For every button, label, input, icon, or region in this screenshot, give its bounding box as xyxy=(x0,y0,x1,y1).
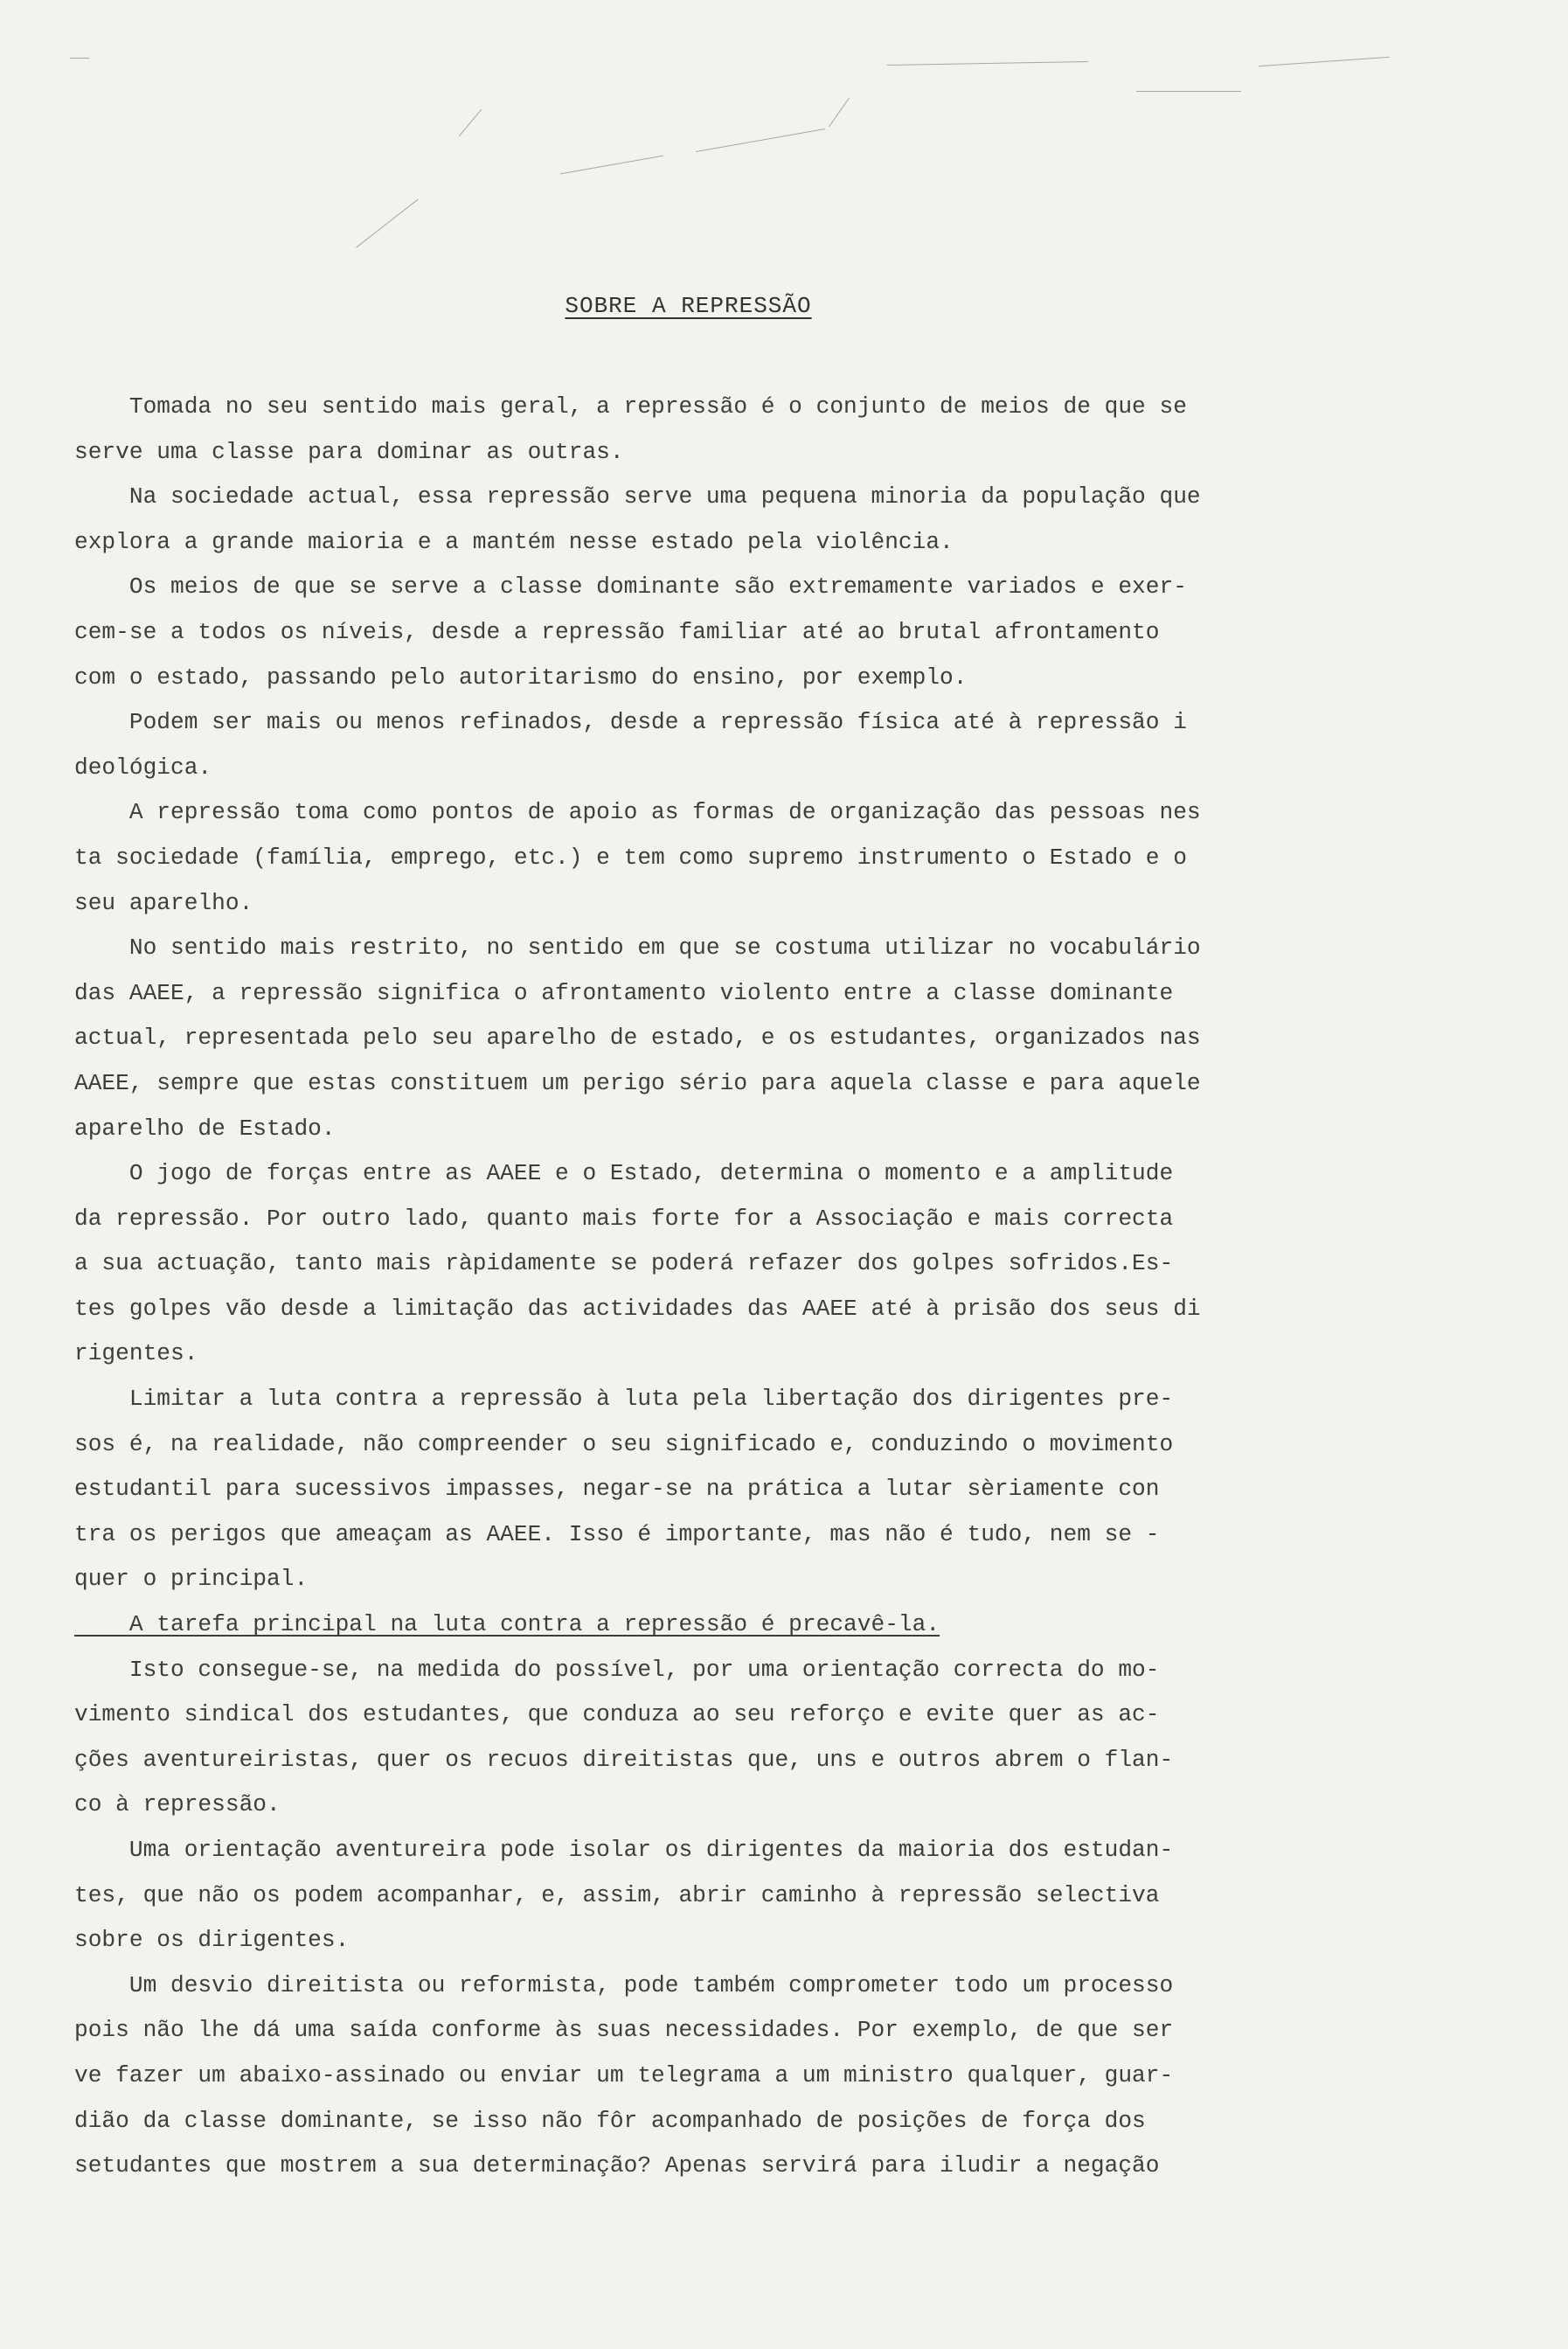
text-line: deológica. xyxy=(74,754,212,781)
stray-pencil-mark xyxy=(829,98,850,127)
text-line: ta sociedade (família, emprego, etc.) e tem como supremo instrumento o Estado e o xyxy=(74,844,1187,871)
text-line: aparelho de Estado. xyxy=(74,1115,336,1142)
text-line: tra os perigos que ameaçam as AAEE. Isso é importante, mas não é tudo, nem se - xyxy=(74,1520,1160,1547)
text-line: setudantes que mostrem a sua determinação? Apenas servirá para iludir a negação xyxy=(74,2152,1160,2179)
text-line: AAEE, sempre que estas constituem um perigo sério para aquela classe e para aquele xyxy=(74,1069,1201,1096)
text-line: Tomada no seu sentido mais geral, a repressão é o conjunto de meios de que se xyxy=(74,393,1187,420)
text-line: Na sociedade actual, essa repressão serve uma pequena minoria da população que xyxy=(74,483,1201,511)
stray-pencil-mark xyxy=(887,61,1088,66)
text-line: A repressão toma como pontos de apoio as formas de organização das pessoas nes xyxy=(74,799,1201,826)
text-line: sobre os dirigentes. xyxy=(74,1927,350,1954)
underlined-text-line: A tarefa principal na luta contra a repressão é precavê-la. xyxy=(74,1611,940,1638)
text-line: seu aparelho. xyxy=(74,889,253,916)
document-body xyxy=(74,385,1385,2189)
stray-pencil-mark xyxy=(356,198,419,247)
text-line: Limitar a luta contra a repressão à luta pela libertação dos dirigentes pre- xyxy=(74,1386,1174,1413)
text-line: Podem ser mais ou menos refinados, desde a repressão física até à repressão i xyxy=(74,709,1187,736)
stray-pencil-mark xyxy=(70,58,89,59)
text-line: cem-se a todos os níveis, desde a repressão familiar até ao brutal afrontamento xyxy=(74,618,1160,645)
text-line: quer o principal. xyxy=(74,1566,309,1593)
stray-pencil-mark xyxy=(560,156,663,175)
text-line: Uma orientação aventureira pode isolar os dirigentes da maioria dos estudan- xyxy=(74,1837,1174,1863)
text-line: No sentido mais restrito, no sentido em que se costuma utilizar no vocabulário xyxy=(74,935,1201,962)
text-line: Isto consegue-se, na medida do possível, por uma orientação correcta do mo- xyxy=(74,1656,1160,1683)
text-line: co à repressão. xyxy=(74,1791,281,1818)
text-line: estudantil para sucessivos impasses, negar-se na prática a lutar sèriamente con xyxy=(74,1476,1160,1503)
text-line: dião da classe dominante, se isso não fôr acompanhado de posições de força dos xyxy=(74,2107,1146,2134)
text-line: rigentes. xyxy=(74,1340,198,1367)
text-line: Um desvio direitista ou reformista, pode também comprometer todo um processo xyxy=(74,1971,1174,1998)
text-line: tes, que não os podem acompanhar, e, assim, abrir caminho à repressão selectiva xyxy=(74,1881,1160,1908)
text-line: das AAEE, a repressão significa o afrontamento violento entre a classe dominante xyxy=(74,979,1174,1006)
text-line: actual, representada pelo seu aparelho de estado, e os estudantes, organizados nas xyxy=(74,1025,1201,1052)
text-line: pois não lhe dá uma saída conforme às suas necessidades. Por exemplo, de que ser xyxy=(74,2017,1174,2044)
text-line: ve fazer um abaixo-assinado ou enviar um telegrama a um ministro qualquer, guar- xyxy=(74,2061,1174,2088)
stray-pencil-mark xyxy=(1259,57,1390,66)
text-line: tes golpes vão desde a limitação das actividades das AAEE até à prisão dos seus di xyxy=(74,1295,1201,1322)
document-title: SOBRE A REPRESSÃO xyxy=(565,293,812,319)
text-line: da repressão. Por outro lado, quanto mais forte for a Associação e mais correcta xyxy=(74,1205,1174,1232)
text-line: serve uma classe para dominar as outras. xyxy=(74,438,624,465)
stray-pencil-mark xyxy=(1136,91,1241,92)
text-line: vimento sindical dos estudantes, que conduza ao seu reforço e evite quer as ac- xyxy=(74,1701,1160,1728)
text-line: explora a grande maioria e a mantém nesse estado pela violência. xyxy=(74,528,954,555)
stray-pencil-mark xyxy=(459,109,482,136)
stray-pencil-mark xyxy=(696,129,825,152)
text-line: ções aventureiristas, quer os recuos direitistas que, uns e outros abrem o flan- xyxy=(74,1746,1174,1773)
text-line: com o estado, passando pelo autoritarismo do ensino, por exemplo. xyxy=(74,664,968,691)
text-line: sos é, na realidade, não compreender o seu significado e, conduzindo o movimento xyxy=(74,1430,1174,1457)
text-line: O jogo de forças entre as AAEE e o Estado, determina o momento e a amplitude xyxy=(74,1160,1174,1187)
text-line: Os meios de que se serve a classe dominante são extremamente variados e exer- xyxy=(74,573,1187,601)
text-line: a sua actuação, tanto mais ràpidamente se poderá refazer dos golpes sofridos.Es- xyxy=(74,1250,1174,1277)
